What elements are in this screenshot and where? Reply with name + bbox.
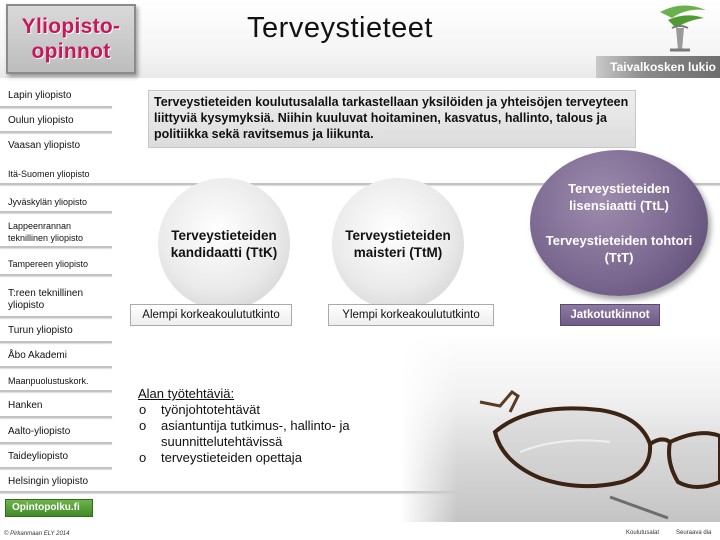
next-slide-link[interactable]: Seuraava dia [676, 530, 712, 536]
degree-kandidaatti-label: Terveystieteiden kandidaatti (TtK) [170, 228, 278, 260]
sidebar-item-treen-teknillinen[interactable]: T:reen teknillinen yliopisto [8, 288, 84, 311]
intro-text: Terveystieteiden koulutusalalla tarkastellaan yksilöiden ja yhteisöjen terveyteen liittyviä kysymyksiä. Niihin kuuluvat hoitaminen, kasvatus, hallinto, talous ja politiikka sekä ravitsemus ja liikunta. [148, 90, 636, 148]
bullet-marker: o [139, 402, 147, 417]
eyeglasses-icon [400, 332, 720, 522]
sidebar-item-helsingin[interactable]: Helsingin yliopisto [8, 476, 89, 487]
sidebar-item-lapin[interactable]: Lapin yliopisto [8, 90, 72, 101]
sidebar-divider [0, 246, 112, 248]
sidebar-divider [0, 341, 112, 343]
sidebar-divider [0, 131, 112, 133]
school-emblem-icon [646, 2, 718, 54]
sidebar-item-hanken[interactable]: Hanken [8, 400, 43, 411]
degree-level-postgraduate: Jatkotutkinnot [560, 304, 660, 326]
degree-lisensiaatti-label: Terveystieteiden lisensiaatti (TtL) [568, 181, 670, 213]
sidebar-divider [0, 416, 112, 418]
sidebar-item-abo-akademi[interactable]: Åbo Akademi [8, 350, 67, 361]
glasses-photo [400, 332, 720, 522]
work-task-item [138, 402, 408, 418]
sidebar-item-vaasan[interactable]: Vaasan yliopisto [8, 140, 81, 151]
degree-circle-jatko [530, 150, 708, 296]
sidebar-item-oulun[interactable]: Oulun yliopisto [8, 115, 74, 126]
work-task-item [138, 418, 408, 450]
sidebar-item-taideyliopisto[interactable]: Taideyliopisto [8, 451, 69, 462]
sidebar-divider [0, 274, 112, 276]
bullet-marker: o [139, 450, 147, 465]
copyright-text: © Pirkanmaan ELY 2014 [4, 531, 70, 537]
page-title: Terveystieteet [247, 12, 433, 44]
sidebar-item-jyvaskylan[interactable]: Jyväskylän yliopisto [8, 197, 88, 207]
sidebar-divider [0, 211, 112, 213]
koulutusalat-link[interactable]: Koulutusalat [626, 530, 660, 536]
sidebar-item-aalto[interactable]: Aalto-yliopisto [8, 426, 71, 437]
degree-tohtori-label: Terveystieteiden tohtori (TtT) [545, 233, 693, 265]
opintopolku-button[interactable]: Opintopolku.fi [5, 499, 93, 517]
logo-line1: Yliopisto- [21, 15, 121, 38]
yliopisto-opinnot-logo[interactable] [6, 4, 136, 74]
sidebar-divider [0, 316, 112, 318]
university-sidebar [0, 84, 130, 540]
work-task-text: työnjohtotehtävät [161, 402, 261, 417]
school-name-band: Taivalkosken lukio [596, 56, 720, 78]
sidebar-item-maanpuolustuskork[interactable]: Maanpuolustuskork. [8, 376, 89, 386]
work-task-text: terveystieteiden opettaja [161, 450, 302, 465]
degree-maisteri-label: Terveystieteiden maisteri (TtM) [345, 228, 451, 260]
sidebar-item-turun[interactable]: Turun yliopisto [8, 325, 73, 336]
sidebar-divider [0, 467, 112, 469]
degree-circle-maisteri [332, 178, 464, 310]
degree-circle-kandidaatti [158, 178, 290, 310]
degree-level-higher: Ylempi korkeakoulututkinto [328, 304, 494, 326]
work-task-item [138, 450, 408, 466]
sidebar-divider [0, 442, 112, 444]
bullet-marker: o [139, 418, 147, 433]
degree-level-lower: Alempi korkeakoulututkinto [130, 304, 292, 326]
work-tasks-heading: Alan työtehtäviä: [138, 386, 235, 401]
sidebar-item-ita-suomen[interactable]: Itä-Suomen yliopisto [8, 169, 90, 179]
sidebar-divider [0, 390, 112, 392]
work-tasks [138, 386, 408, 466]
sidebar-item-lappeenrannan[interactable]: Lappeenrannan teknillinen yliopisto [8, 221, 84, 243]
sidebar-divider [0, 366, 112, 368]
logo-line2: opinnot [31, 40, 111, 63]
work-task-text: asiantuntija tutkimus-, hallinto- ja suunnittelutehtävissä [161, 418, 350, 449]
sidebar-divider [0, 106, 112, 108]
sidebar-item-tampereen[interactable]: Tampereen yliopisto [8, 259, 89, 269]
